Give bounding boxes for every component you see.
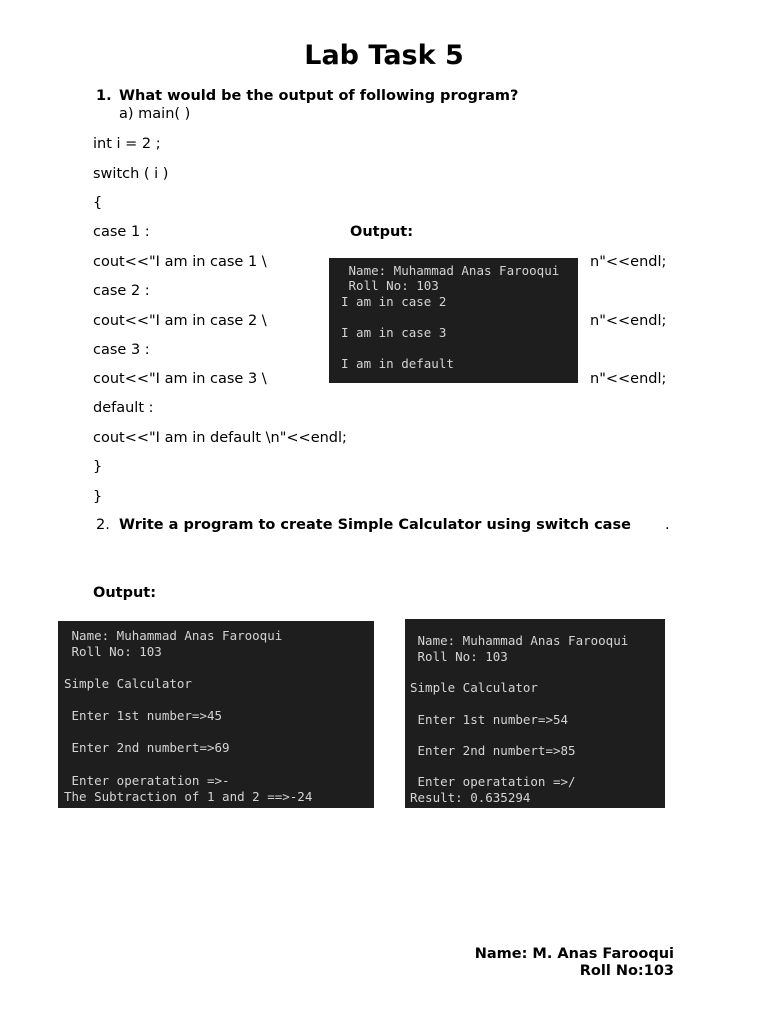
code-line: }: [93, 489, 103, 505]
terminal-line: Enter 1st number=>54: [410, 712, 569, 727]
footer-roll-number: Roll No:103: [579, 963, 674, 979]
code-line-tail: n"<<endl;: [590, 313, 667, 329]
output-label: Output:: [93, 585, 157, 601]
code-line: case 1 :: [93, 224, 150, 240]
code-line: default :: [93, 400, 154, 416]
question-2-text: Write a program to create Simple Calculator using switch case: [119, 517, 631, 533]
code-line: cout<<"I am in case 3 \: [93, 371, 267, 387]
code-line: }: [93, 459, 103, 475]
question-1-text: What would be the output of following program?: [119, 88, 519, 104]
terminal-line: Enter 2nd numbert=>85: [410, 743, 576, 758]
code-line: int i = 2 ;: [93, 136, 161, 152]
terminal-line: Name: Muhammad Anas Farooqui: [341, 263, 560, 278]
terminal-line: Roll No: 103: [410, 649, 508, 664]
terminal-output-division: [405, 619, 665, 808]
code-line: cout<<"I am in default \n"<<endl;: [93, 430, 347, 446]
terminal-line: I am in case 3: [341, 325, 447, 340]
code-line: switch ( i ): [93, 166, 169, 182]
code-line-tail: n"<<endl;: [590, 371, 667, 387]
terminal-line: Name: Muhammad Anas Farooqui: [64, 628, 283, 643]
code-line: cout<<"I am in case 1 \: [93, 254, 267, 270]
terminal-line: Result: 0.635294: [410, 790, 531, 805]
code-line: cout<<"I am in case 2 \: [93, 313, 267, 329]
terminal-line: Enter operatation =>/: [410, 774, 576, 789]
terminal-line: The Subtraction of 1 and 2 ==>-24: [64, 789, 313, 804]
code-line: case 3 :: [93, 342, 150, 358]
output-label: Output:: [350, 224, 414, 240]
terminal-output-subtraction: [58, 621, 374, 808]
terminal-line: I am in default: [341, 356, 454, 371]
question-2-period: .: [665, 517, 670, 533]
question-1-subpart: a) main( ): [119, 106, 191, 122]
code-line-tail: n"<<endl;: [590, 254, 667, 270]
question-1-number: 1.: [96, 88, 112, 104]
question-2-number: 2.: [96, 517, 110, 533]
terminal-output-1: [329, 258, 578, 383]
terminal-line: Roll No: 103: [64, 644, 162, 659]
terminal-line: Roll No: 103: [341, 278, 439, 293]
page-title: Lab Task 5: [304, 40, 464, 71]
terminal-line: Simple Calculator: [410, 680, 538, 695]
terminal-line: Name: Muhammad Anas Farooqui: [410, 633, 629, 648]
terminal-line: Enter 1st number=>45: [64, 708, 223, 723]
terminal-line: I am in case 2: [341, 294, 447, 309]
terminal-line: Enter 2nd numbert=>69: [64, 740, 230, 755]
code-line: case 2 :: [93, 283, 150, 299]
terminal-line: Simple Calculator: [64, 676, 192, 691]
terminal-line: Enter operatation =>-: [64, 773, 230, 788]
footer-name: Name: M. Anas Farooqui: [474, 946, 674, 962]
code-line: {: [93, 195, 103, 211]
